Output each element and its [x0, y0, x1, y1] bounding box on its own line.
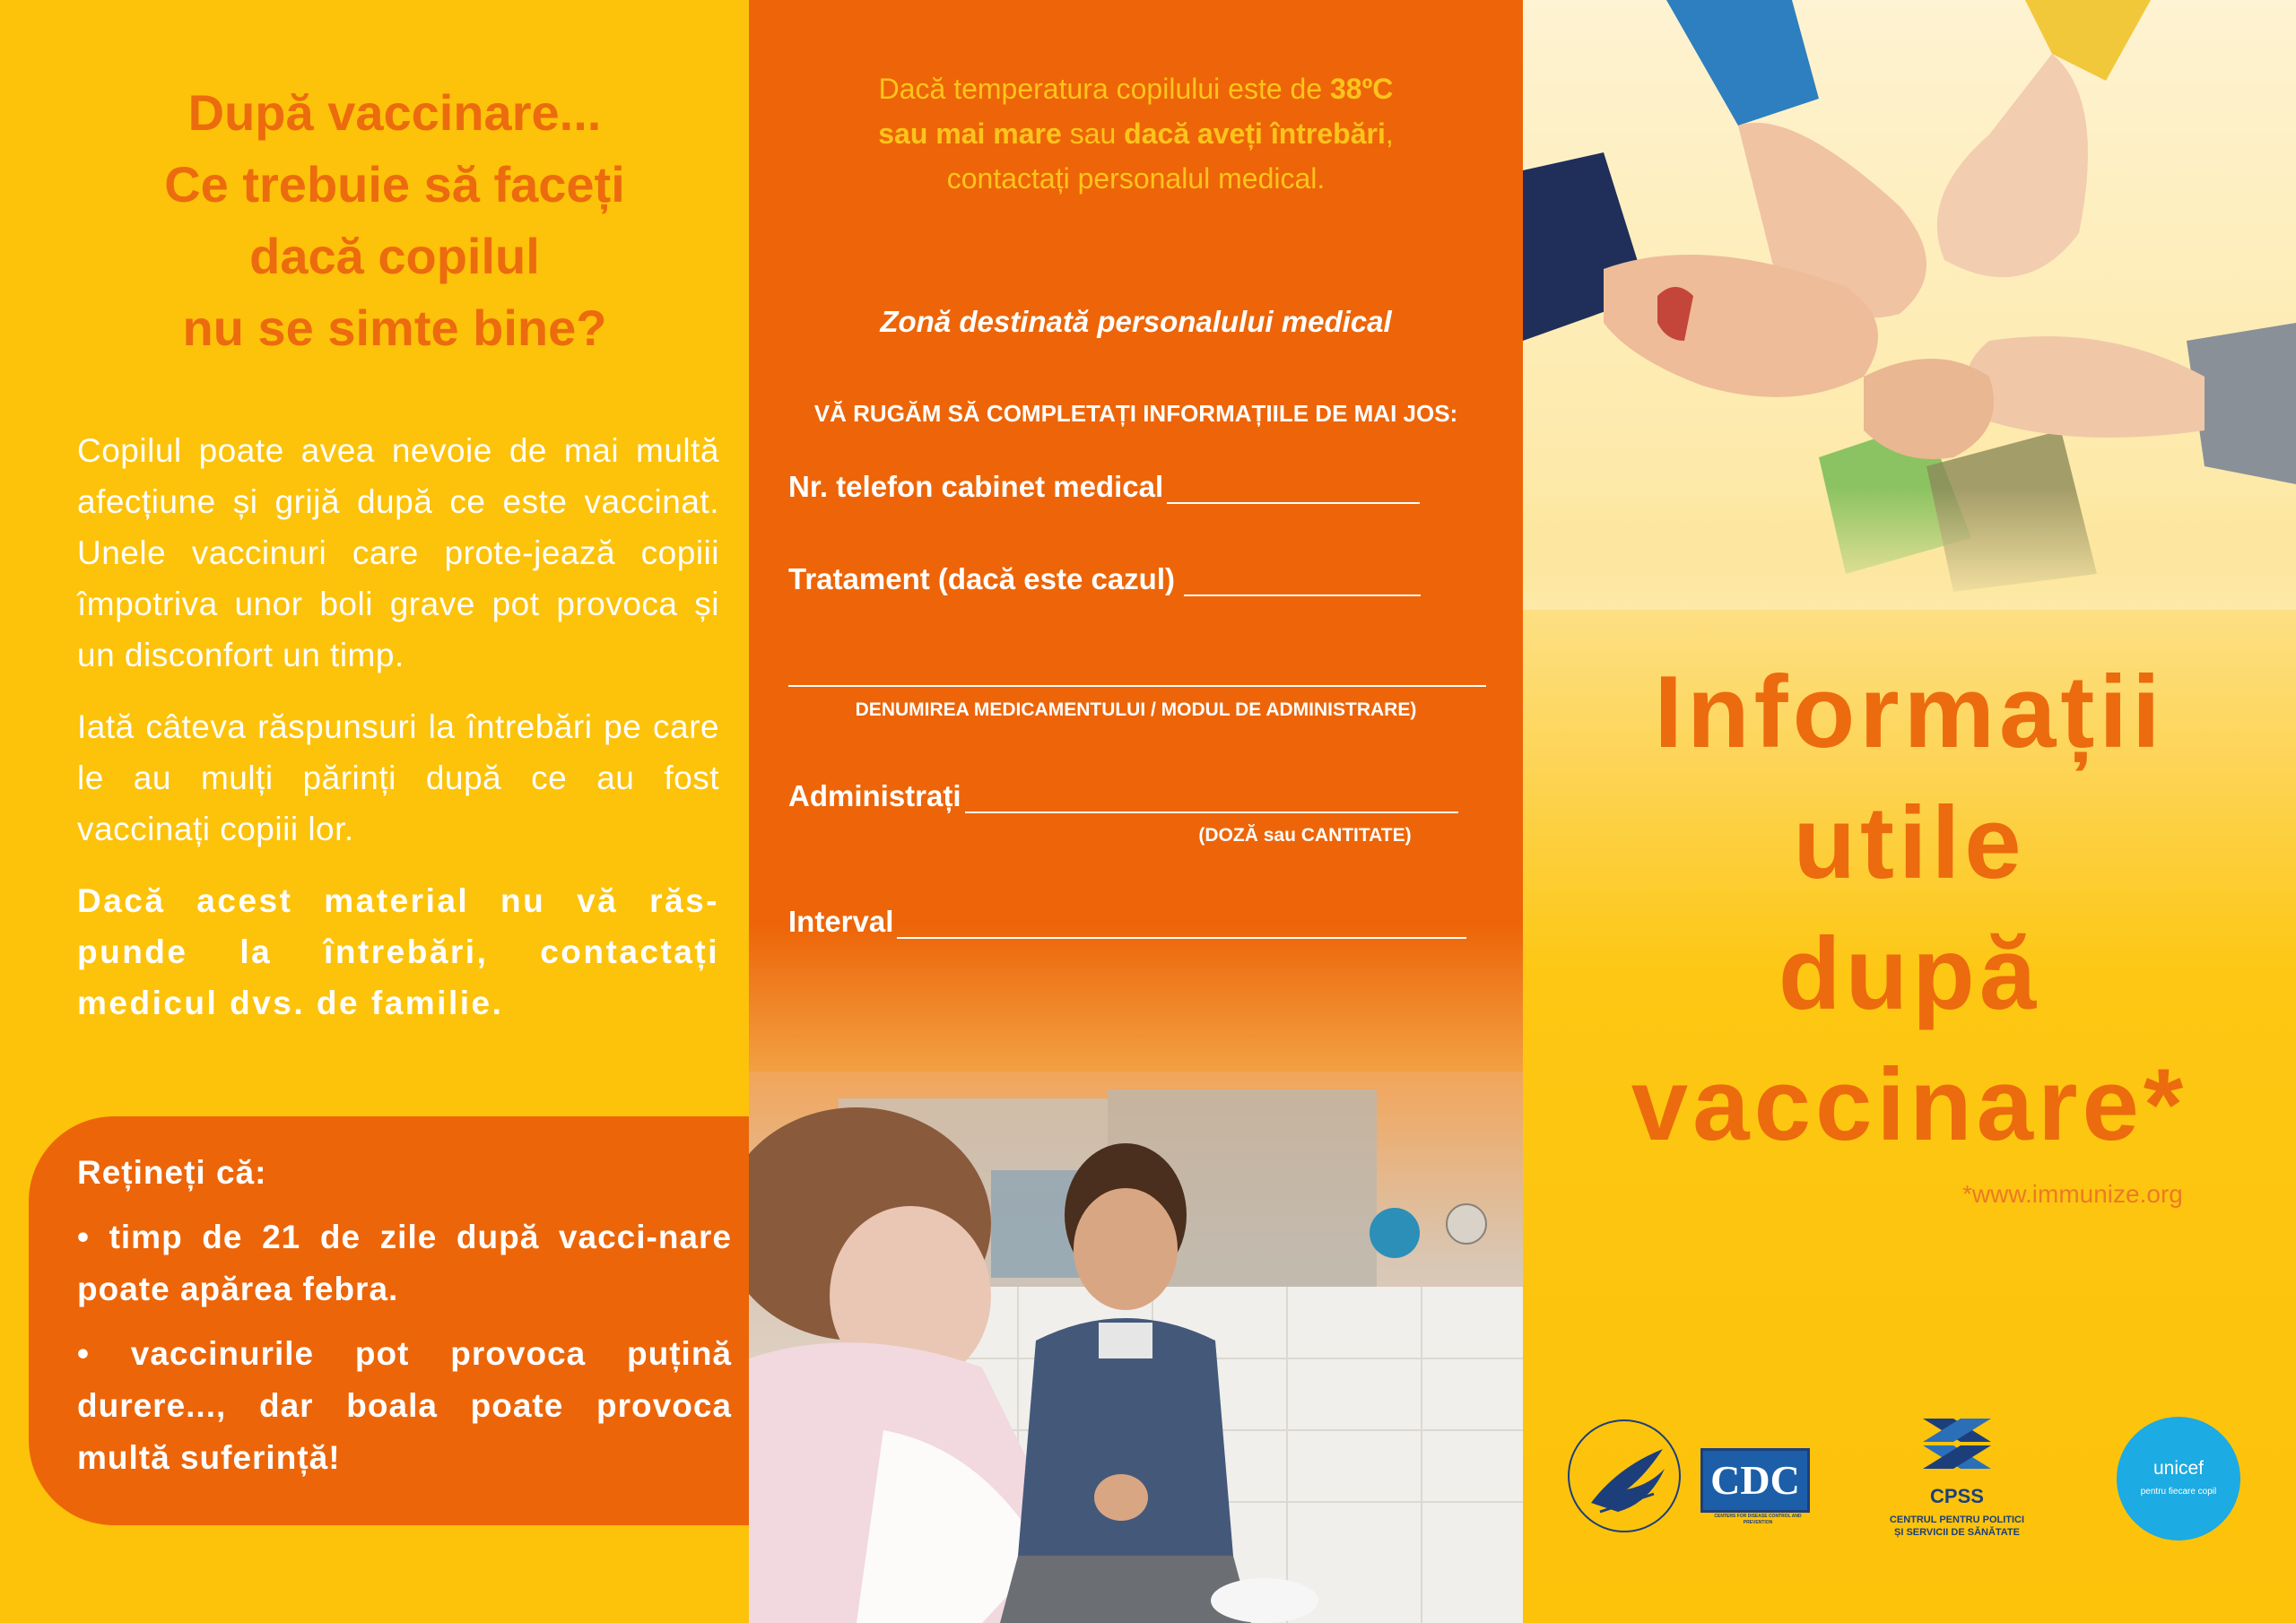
remember-item: • timp de 21 de zile după vacci-nare poate apărea febra.	[77, 1219, 732, 1307]
phone-label: Nr. telefon cabinet medical	[788, 470, 1164, 503]
unicef-logo	[2117, 1417, 2240, 1541]
hhs-logo	[1564, 1413, 1684, 1539]
notice-text-bold: dacă aveți întrebări	[1124, 117, 1386, 150]
cpss-subtitle-line: CENTRUL PENTRU POLITICI	[1889, 1515, 2025, 1525]
remember-content	[77, 1147, 732, 1497]
contact-doctor-paragraph: Dacă acest material nu vă răs-punde la întrebări, contactați medicul dvs. de familie.	[77, 882, 719, 1021]
dose-caption: (DOZĂ sau CANTITATE)	[1198, 825, 1412, 846]
notice-temperature: 38ºC	[1330, 73, 1394, 105]
notice-text: contactați personalul medical.	[946, 162, 1326, 195]
left-panel	[0, 0, 749, 1623]
interval-label: Interval	[788, 905, 894, 938]
cdc-logo-text: CDC	[1710, 1457, 1800, 1503]
questions-paragraph: Iată câteva răspunsuri la întrebări pe care le au mulți părinți după ce au fost vaccinați copiii lor.	[77, 708, 719, 847]
main-title-line: utile	[1793, 786, 2026, 900]
main-title-line: Informații	[1654, 655, 2165, 769]
remember-item: • vaccinurile pot provoca puțină durere..., dar boala poate provoca multă suferință!	[77, 1335, 732, 1476]
cpss-logo	[1918, 1415, 1996, 1472]
left-title-line: dacă copilul	[249, 228, 540, 284]
unicef-logo-subtitle: pentru fiecare copil	[2140, 1487, 2217, 1497]
medication-field[interactable]	[788, 662, 1486, 687]
medical-zone-title: Zonă destinată personalului medical	[880, 305, 1392, 338]
treatment-blank-line[interactable]	[1184, 571, 1421, 596]
phone-field[interactable]	[788, 470, 1420, 504]
administer-blank-line[interactable]	[965, 788, 1458, 813]
left-title	[54, 77, 735, 364]
medication-caption: DENUMIREA MEDICAMENTULUI / MODUL DE ADMINISTRARE)	[855, 699, 1417, 720]
phone-blank-line[interactable]	[1167, 479, 1420, 504]
main-title-line: după	[1778, 917, 2041, 1031]
left-body	[77, 425, 719, 1049]
cpss-logo-subtitle	[1882, 1514, 2032, 1539]
administer-field[interactable]	[788, 779, 1458, 813]
notice-text: ,	[1385, 117, 1394, 150]
middle-panel	[749, 0, 1523, 1623]
treatment-field[interactable]	[788, 562, 1421, 596]
doctor-child-photo	[749, 1072, 1523, 1623]
left-title-line: După vaccinare...	[187, 84, 602, 141]
cdc-logo-subtitle: CENTERS FOR DISEASE CONTROL AND PREVENTION	[1714, 1514, 1802, 1525]
left-title-line: nu se simte bine?	[182, 299, 607, 356]
intro-paragraph: Copilul poate avea nevoie de mai multă afecțiune și grijă după ce este vaccinat. Unele vaccinuri care prote-jează copiii împotriva unor boli grave pot provoca și un disconfort un timp.	[77, 432, 719, 673]
cdc-logo	[1700, 1448, 1810, 1513]
administer-label: Administrați	[788, 779, 961, 812]
form-instructions: VĂ RUGĂM SĂ COMPLETAȚI INFORMAȚIILE DE MAI JOS:	[813, 400, 1458, 427]
left-title-line: Ce trebuie să faceți	[164, 156, 625, 213]
remember-heading: Rețineți că:	[77, 1154, 267, 1191]
interval-blank-line[interactable]	[897, 914, 1466, 939]
main-title	[1523, 647, 2296, 1171]
remember-box	[29, 1116, 749, 1525]
temperature-notice	[749, 66, 1523, 201]
medication-blank-line[interactable]	[788, 662, 1486, 687]
right-panel	[1523, 0, 2296, 1623]
notice-text: sau	[1061, 117, 1125, 150]
notice-text: Dacă temperatura copilului este de	[878, 73, 1330, 105]
main-title-line: vaccinare*	[1631, 1048, 2188, 1162]
interval-field[interactable]	[788, 905, 1466, 939]
unicef-logo-text: unicef	[2152, 1458, 2205, 1479]
treatment-label: Tratament (dacă este cazul)	[788, 562, 1175, 595]
cpss-logo-text: CPSS	[1930, 1485, 1984, 1507]
website-link[interactable]: *www.immunize.org	[1962, 1180, 2183, 1208]
notice-text-bold: sau mai mare	[878, 117, 1062, 150]
cpss-subtitle-line: ȘI SERVICII DE SĂNĂTATE	[1894, 1527, 2020, 1538]
stacked-hands-photo	[1523, 0, 2296, 610]
